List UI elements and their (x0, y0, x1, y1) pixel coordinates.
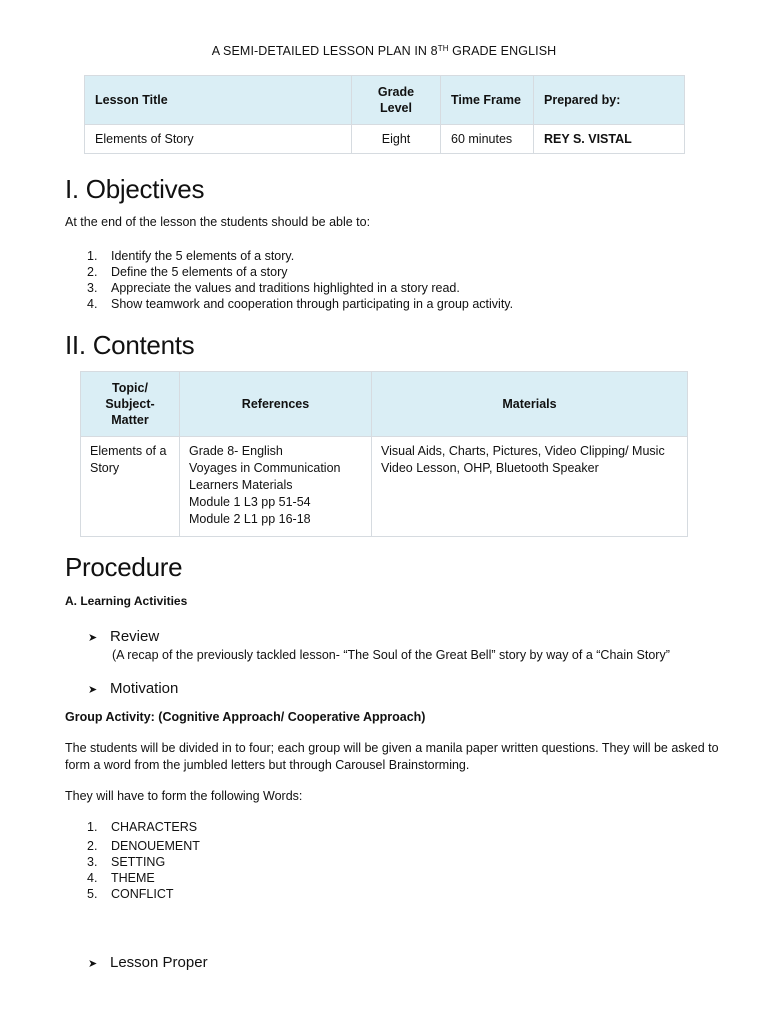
cell-time-frame: 60 minutes (441, 125, 534, 154)
header-prepared-by: Prepared by: (534, 76, 685, 125)
learning-activities-subheading: A. Learning Activities (65, 594, 188, 608)
cell-prepared-by: REY S. VISTAL (534, 125, 685, 154)
cell-materials: Visual Aids, Charts, Pictures, Video Clipping/ Music Video Lesson, OHP, Bluetooth Speaker (372, 437, 688, 537)
objectives-list (65, 248, 513, 312)
list-item: 2. Define the 5 elements of a story (87, 265, 288, 279)
words-intro: They will have to form the following Words: (65, 789, 303, 803)
list-item: 4. THEME (87, 871, 155, 885)
objectives-intro: At the end of the lesson the students should be able to: (65, 215, 371, 229)
document-title: A SEMI-DETAILED LESSON PLAN IN 8TH GRADE ENGLISH (211, 44, 557, 58)
procedure-heading: Procedure (65, 552, 183, 582)
list-item: 3. SETTING (87, 855, 166, 869)
header-topic: Topic/ Subject-Matter (81, 372, 180, 437)
list-item: 5. CONFLICT (87, 887, 174, 901)
lesson-info-table (84, 75, 685, 154)
list-item: 1. Identify the 5 elements of a story. (87, 249, 295, 263)
arrow-bullet-icon: ➤ (88, 684, 98, 696)
lesson-proper-bullet: ➤ Lesson Proper (88, 954, 208, 971)
contents-heading: II. Contents (65, 330, 195, 360)
list-item: 2. DENOUEMENT (87, 839, 200, 853)
list-item: 4. Show teamwork and cooperation through participating in a group activity. (87, 297, 514, 311)
cell-grade-level: Eight (352, 125, 441, 154)
contents-table (80, 371, 688, 537)
header-materials: Materials (372, 372, 688, 437)
review-note: (A recap of the previously tackled lesson- “The Soul of the Great Bell” story by way of a “Chain Story” (112, 648, 670, 662)
group-activity-label: Group Activity: (Cognitive Approach/ Cooperative Approach) (65, 710, 426, 724)
activity-paragraph-line2: form a word from the jumbled letters but through Carousel Brainstorming. (65, 758, 470, 772)
cell-topic: Elements of a Story (81, 437, 180, 537)
review-bullet: ➤ Review (88, 628, 160, 645)
header-grade-level: Grade Level (352, 76, 441, 125)
cell-lesson-title: Elements of Story (85, 125, 352, 154)
list-item: 3. Appreciate the values and traditions highlighted in a story read. (87, 281, 460, 295)
arrow-bullet-icon: ➤ (88, 958, 98, 970)
header-lesson-title: Lesson Title (85, 76, 352, 125)
header-references: References (180, 372, 372, 437)
words-list (65, 819, 200, 902)
objectives-heading: I. Objectives (65, 174, 205, 204)
activity-paragraph-line1: The students will be divided in to four; each group will be given a manila paper written questions. They will be asked to (65, 741, 719, 755)
arrow-bullet-icon: ➤ (88, 632, 98, 644)
cell-references: Grade 8- English Voyages in Communication Learners Materials Module 1 L3 pp 51-54 Module 2 L1 pp 16-18 (180, 437, 372, 537)
list-item: 1. CHARACTERS (87, 820, 198, 834)
header-time-frame: Time Frame (441, 76, 534, 125)
motivation-bullet: ➤ Motivation (88, 680, 179, 697)
